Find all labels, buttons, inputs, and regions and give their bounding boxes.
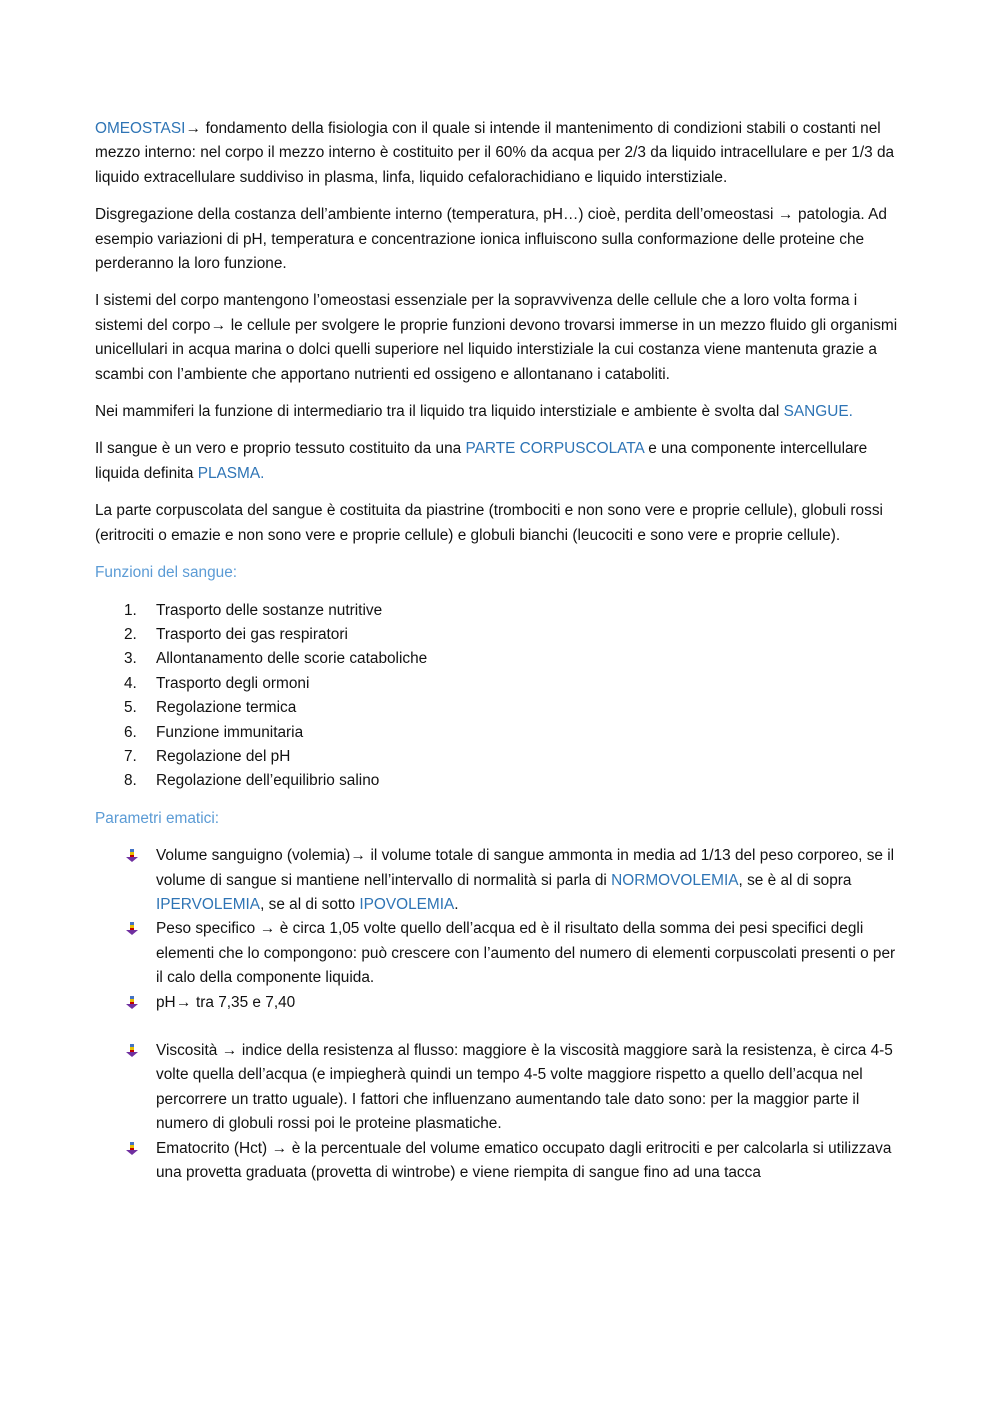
list-item-text: Regolazione termica	[156, 699, 297, 717]
list-item	[95, 696, 905, 720]
term-ipovolemia: IPOVOLEMIA	[359, 895, 455, 913]
paragraph-disgregazione	[95, 203, 905, 276]
heading-parametri: Parametri ematici:	[95, 809, 220, 827]
list-item-text: Peso specifico	[156, 920, 260, 938]
arrow-right-icon: →	[185, 120, 202, 137]
paragraph-text: patologia. Ad esempio variazioni di pH, temperatura e concentrazione ionica influiscono sulla conformazione delle proteine che perderanno la loro funzione.	[95, 206, 887, 273]
list-item-text: Trasporto delle sostanze nutritive	[156, 601, 383, 619]
list-item-text: Regolazione del pH	[156, 747, 291, 765]
arrow-right-icon: →	[221, 1042, 238, 1059]
arrow-right-icon: →	[210, 316, 227, 334]
term-normovolemia: NORMOVOLEMIA	[611, 871, 739, 889]
paragraph-parte-corpuscolata: La parte corpuscolata del sangue è costituita da piastrine (trombociti e non sono vere e proprie cellule), globuli rossi (eritrociti o emazie e non sono vere e proprie cellule) e globuli bianchi (leucociti e sono vere e proprie cellule).	[95, 502, 883, 544]
paragraph-text: le cellule per svolgere le proprie funzioni devono trovarsi immerse in un mezzo fluido gli organismi unicellulari in acqua marina o dolci quelli superiore nel liquido interstiziale la cui costanza viene mantenuta grazie a scambi con l’ambiente che apportano nutrienti ed ossigeno e allontanano i cataboliti.	[95, 316, 898, 383]
paragraph-text: Nei mammiferi la funzione di intermediario tra il liquido tra liquido interstiziale e ambiente è svolta dal	[95, 403, 784, 421]
list-item-text: .	[454, 895, 459, 913]
list-item-ematocrito	[95, 1137, 905, 1186]
arrow-right-icon: →	[350, 847, 366, 865]
paragraph-text: I sistemi del corpo mantengono l’omeostasi essenziale per la sopravvivenza delle cellule che a loro volta forma i sistemi del corpo	[95, 292, 858, 334]
list-item-viscosita	[95, 1039, 905, 1137]
list-item-text: Trasporto degli ormoni	[156, 674, 310, 692]
list-number: 7.	[124, 747, 137, 765]
list-item-text: , se al di sotto	[260, 895, 360, 913]
list-item-text: Volume sanguigno (volemia)	[156, 847, 351, 865]
list-number: 6.	[124, 723, 137, 741]
list-number: 1.	[124, 601, 137, 619]
list-number: 5.	[124, 699, 137, 717]
list-item	[95, 769, 905, 793]
term-ipervolemia: IPERVOLEMIA	[156, 895, 261, 913]
list-item-text: Trasporto dei gas respiratori	[156, 625, 348, 643]
paragraph-text: Il sangue è un vero e proprio tessuto costituito da una	[95, 440, 466, 458]
term-omeostasi: OMEOSTASI	[95, 120, 186, 137]
list-item-ph	[95, 991, 905, 1015]
paragraph-mammiferi	[95, 400, 905, 424]
arrow-down-bullet-icon	[125, 1142, 139, 1156]
arrow-down-bullet-icon	[125, 996, 139, 1010]
list-item-text: Regolazione dell’equilibrio salino	[156, 772, 380, 790]
list-item-text: Viscosità	[156, 1042, 222, 1059]
arrow-right-icon: →	[777, 206, 794, 224]
term-parte-corpuscolata: PARTE CORPUSCOLATA	[465, 440, 644, 458]
list-item-text: indice della resistenza al flusso: maggiore è la viscosità maggiore sarà la resistenza, è circa 4-5 volte quella dell’acqua (e impiegherà quindi un tempo 4-5 volte maggiore rispetto a quello dell’acqua nel percorrere un tratto uguale). I fattori che influenzano aumentando tale dato sono: per la maggior parte il numero di globuli rossi poi le proteine plasmatiche.	[156, 1042, 893, 1133]
list-item	[95, 623, 905, 647]
list-number: 4.	[124, 674, 137, 692]
paragraph-sistemi	[95, 289, 905, 387]
term-sangue: SANGUE.	[783, 403, 853, 421]
arrow-right-icon: →	[259, 920, 276, 938]
list-item-text: è la percentuale del volume ematico occupato dagli eritrociti e per calcolarla si utilizzava una provetta graduata (provetta di wintrobe) e viene riempita di sangue fino ad una tacca	[156, 1139, 892, 1182]
list-item	[95, 672, 905, 696]
list-item	[95, 647, 905, 671]
list-number: 3.	[124, 650, 137, 668]
arrow-right-icon: →	[175, 993, 192, 1011]
list-item-text: tra 7,35 e 7,40	[191, 993, 296, 1011]
list-item-text: Ematocrito (Hct)	[156, 1139, 272, 1157]
list-parametri	[95, 844, 905, 1185]
list-item	[95, 745, 905, 769]
paragraph-text: fondamento della fisiologia con il quale si intende il mantenimento di condizioni stabili o costanti nel mezzo interno: nel corpo il mezzo interno è costituito per il 60% da acqua per 2/3 da liquido intracellulare e per 1/3 da liquido extracellulare suddiviso in plasma, linfa, liquido cefalorachidiano e liquido interstiziale.	[95, 120, 895, 186]
paragraph-omeostasi	[95, 117, 905, 190]
list-item-peso	[95, 917, 905, 990]
list-item	[95, 599, 905, 623]
list-item-text: Allontanamento delle scorie cataboliche	[156, 650, 428, 668]
list-item-volume	[95, 844, 905, 917]
list-item-text: , se è al di sopra	[738, 871, 852, 889]
list-item-text: il volume totale di sangue ammonta in media ad 1/13 del peso corporeo, se il volume di sangue si mantiene nell’intervallo di normalità si parla di	[156, 847, 895, 889]
paragraph-text: Disgregazione della costanza dell’ambiente interno (temperatura, pH…) cioè, perdita dell’omeostasi	[95, 206, 778, 224]
arrow-down-bullet-icon	[125, 922, 139, 936]
arrow-down-bullet-icon	[125, 849, 139, 863]
list-item-text: è circa 1,05 volte quello dell’acqua ed è il risultato della somma dei pesi specifici degli elementi che lo compongono: può crescere con l’aumento del numero di elementi corpuscolati presenti o per il calo della componente liquida.	[156, 920, 896, 987]
paragraph-tessuto	[95, 437, 905, 486]
arrow-right-icon: →	[271, 1139, 288, 1157]
arrow-down-bullet-icon	[125, 1044, 139, 1058]
list-number: 2.	[124, 625, 137, 643]
term-plasma: PLASMA.	[197, 464, 265, 482]
list-item-text: Funzione immunitaria	[156, 723, 304, 741]
list-item	[95, 721, 905, 745]
list-item-text: pH	[156, 993, 176, 1011]
document-page	[95, 117, 905, 1185]
paragraph-text: e una componente intercellulare liquida definita	[95, 440, 868, 482]
list-number: 8.	[124, 772, 137, 790]
list-funzioni	[95, 599, 905, 794]
heading-funzioni: Funzioni del sangue:	[95, 564, 238, 582]
